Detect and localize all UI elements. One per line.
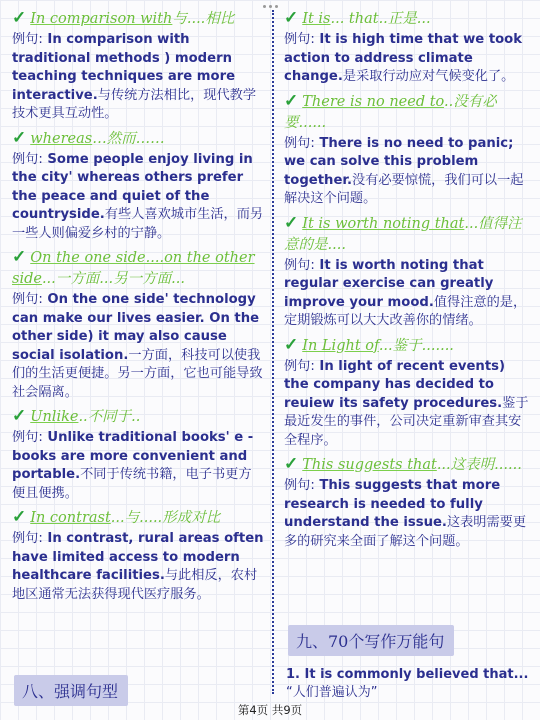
example-english: In contrast, rural areas often have limited access to modern healthcare facilities. xyxy=(12,531,264,583)
heading-keyword: It is worth noting that xyxy=(302,215,465,232)
example-english: In light of recent events) the company has decided to reuiew its safety procedures. xyxy=(284,358,506,411)
heading-chinese: ..不同于.. xyxy=(78,409,141,425)
example-chinese: 与传统方法相比，现代教学技术更具互动性。 xyxy=(12,87,257,121)
drag-handle[interactable] xyxy=(262,2,278,10)
heading-keyword: Unlike xyxy=(30,409,79,425)
example-chinese: 值得注意的是，定期锻炼可以大大改善你的情绪。 xyxy=(284,294,527,328)
heading-keyword: In Light of xyxy=(302,337,379,354)
entry-heading xyxy=(12,8,264,30)
example-sentence xyxy=(284,477,530,551)
example-sentence xyxy=(12,429,264,503)
entry-heading xyxy=(284,213,530,256)
section-title: 八、强调句型 xyxy=(14,675,128,706)
heading-chinese: ..没有必要...... xyxy=(284,93,497,131)
example-label: 例句: xyxy=(12,32,43,47)
example-chinese: 鉴于最近发生的事件，公司决定重新审查其安全程序。 xyxy=(284,395,529,448)
section-heading-writing xyxy=(288,625,454,656)
entry xyxy=(284,8,530,87)
check-icon: ✓ xyxy=(284,212,299,233)
example-sentence xyxy=(284,31,530,87)
heading-keyword: whereas xyxy=(30,130,93,147)
example-english: This suggests that more research is needed to fully understand the issue. xyxy=(284,478,501,530)
heading-chinese: ...值得注意的是.... xyxy=(284,215,522,253)
example-label: 例句: xyxy=(284,135,315,151)
entry-heading xyxy=(12,406,264,428)
section-title: 九、70个写作万能句 xyxy=(288,625,454,656)
heading-chinese: ...一方面...另一方面... xyxy=(41,271,185,287)
example-label: 例句: xyxy=(284,478,315,493)
example-label: 例句: xyxy=(284,257,315,273)
item-english: 1. It is commonly believed that... xyxy=(286,667,529,682)
item-chinese: “人们普遍认为” xyxy=(286,685,378,700)
example-english: In comparison with traditional methods ) modern teaching techniques are more interactive. xyxy=(12,32,236,103)
column-divider xyxy=(272,10,274,694)
entry xyxy=(284,213,530,331)
heading-keyword: On the one side....on the other side xyxy=(12,250,255,287)
entry xyxy=(12,128,264,244)
example-label: 例句: xyxy=(12,531,43,546)
entry-heading xyxy=(12,247,264,290)
example-sentence xyxy=(12,151,264,244)
example-chinese: 一方面，科技可以使我们的生活更便捷。另一方面，它也可能导致社会隔离。 xyxy=(12,347,263,400)
check-icon: ✓ xyxy=(284,90,299,111)
example-english: It is worth noting that regular exercise can greatly improve your mood. xyxy=(284,257,494,310)
example-chinese: 没有必要惊慌，我们可以一起解决这个问题。 xyxy=(284,172,524,206)
example-label: 例句: xyxy=(12,430,43,445)
entry xyxy=(284,454,530,551)
heading-chinese: ... that..正是... xyxy=(330,11,431,27)
example-english: It is high time that we took action to address climate change. xyxy=(284,32,523,84)
example-label: 例句: xyxy=(12,292,43,307)
check-icon: ✓ xyxy=(12,507,27,527)
example-chinese: 与此相反，农村地区通常无法获得现代医疗服务。 xyxy=(12,568,258,602)
entry-heading xyxy=(284,335,530,357)
example-english: Unlike traditional books' e - books are more convenient and portable. xyxy=(12,430,254,482)
heading-keyword: This suggests that xyxy=(302,457,437,473)
example-english: On the one side' technology can make our lives easier. On the other side) it may also cause social isolation. xyxy=(12,292,260,363)
entry xyxy=(284,335,530,451)
heading-keyword: In contrast xyxy=(30,510,111,526)
entry xyxy=(12,507,264,604)
example-label: 例句: xyxy=(284,32,315,47)
entry xyxy=(12,406,264,503)
check-icon: ✓ xyxy=(284,334,299,355)
example-chinese: 是采取行动应对气候变化了。 xyxy=(342,69,515,84)
example-sentence xyxy=(12,291,264,402)
entry-heading xyxy=(284,454,530,476)
example-english: There is no need to panic; we can solve this problem together. xyxy=(284,135,514,188)
check-icon: ✓ xyxy=(284,8,299,28)
example-sentence xyxy=(12,31,264,124)
entry-heading xyxy=(284,91,530,134)
entry-heading xyxy=(12,128,264,150)
check-icon: ✓ xyxy=(12,127,27,148)
example-chinese: 有些人喜欢城市生活，而另一些人则偏爱乡村的宁静。 xyxy=(12,207,264,241)
heading-chinese: ...鉴于....... xyxy=(378,337,454,354)
heading-keyword: In comparison with xyxy=(30,11,173,27)
example-chinese: 这表明需要更多的研究来全面了解这个问题。 xyxy=(284,515,527,549)
entry xyxy=(12,247,264,402)
example-sentence xyxy=(284,135,530,209)
check-icon: ✓ xyxy=(12,406,27,426)
example-sentence xyxy=(284,257,530,331)
heading-chinese: ...这表明...... xyxy=(436,457,522,473)
numbered-item xyxy=(286,666,530,702)
example-sentence xyxy=(12,530,264,604)
heading-keyword: It is xyxy=(302,11,331,27)
example-label: 例句: xyxy=(284,358,315,374)
heading-chinese: ...与.....形成对比 xyxy=(110,510,221,526)
heading-keyword: There is no need to xyxy=(302,93,445,110)
example-chinese: 不同于传统书籍，电子书更方便且便携。 xyxy=(12,467,252,501)
check-icon: ✓ xyxy=(12,247,27,267)
check-icon: ✓ xyxy=(284,454,299,474)
entry xyxy=(12,8,264,124)
right-column xyxy=(284,8,530,555)
heading-chinese: 与....相比 xyxy=(172,11,235,27)
page-indicator: 第4页 共9页 xyxy=(237,703,303,717)
entry xyxy=(284,91,530,209)
example-label: 例句: xyxy=(12,151,43,167)
example-sentence xyxy=(284,358,530,451)
check-icon: ✓ xyxy=(12,8,27,28)
entry-heading xyxy=(284,8,530,30)
heading-chinese: …然而…… xyxy=(92,130,165,147)
example-english: Some people enjoy living in the city' whereas others prefer the peace and quiet of the countryside. xyxy=(12,151,253,222)
left-column xyxy=(12,8,264,608)
entry-heading xyxy=(12,507,264,529)
